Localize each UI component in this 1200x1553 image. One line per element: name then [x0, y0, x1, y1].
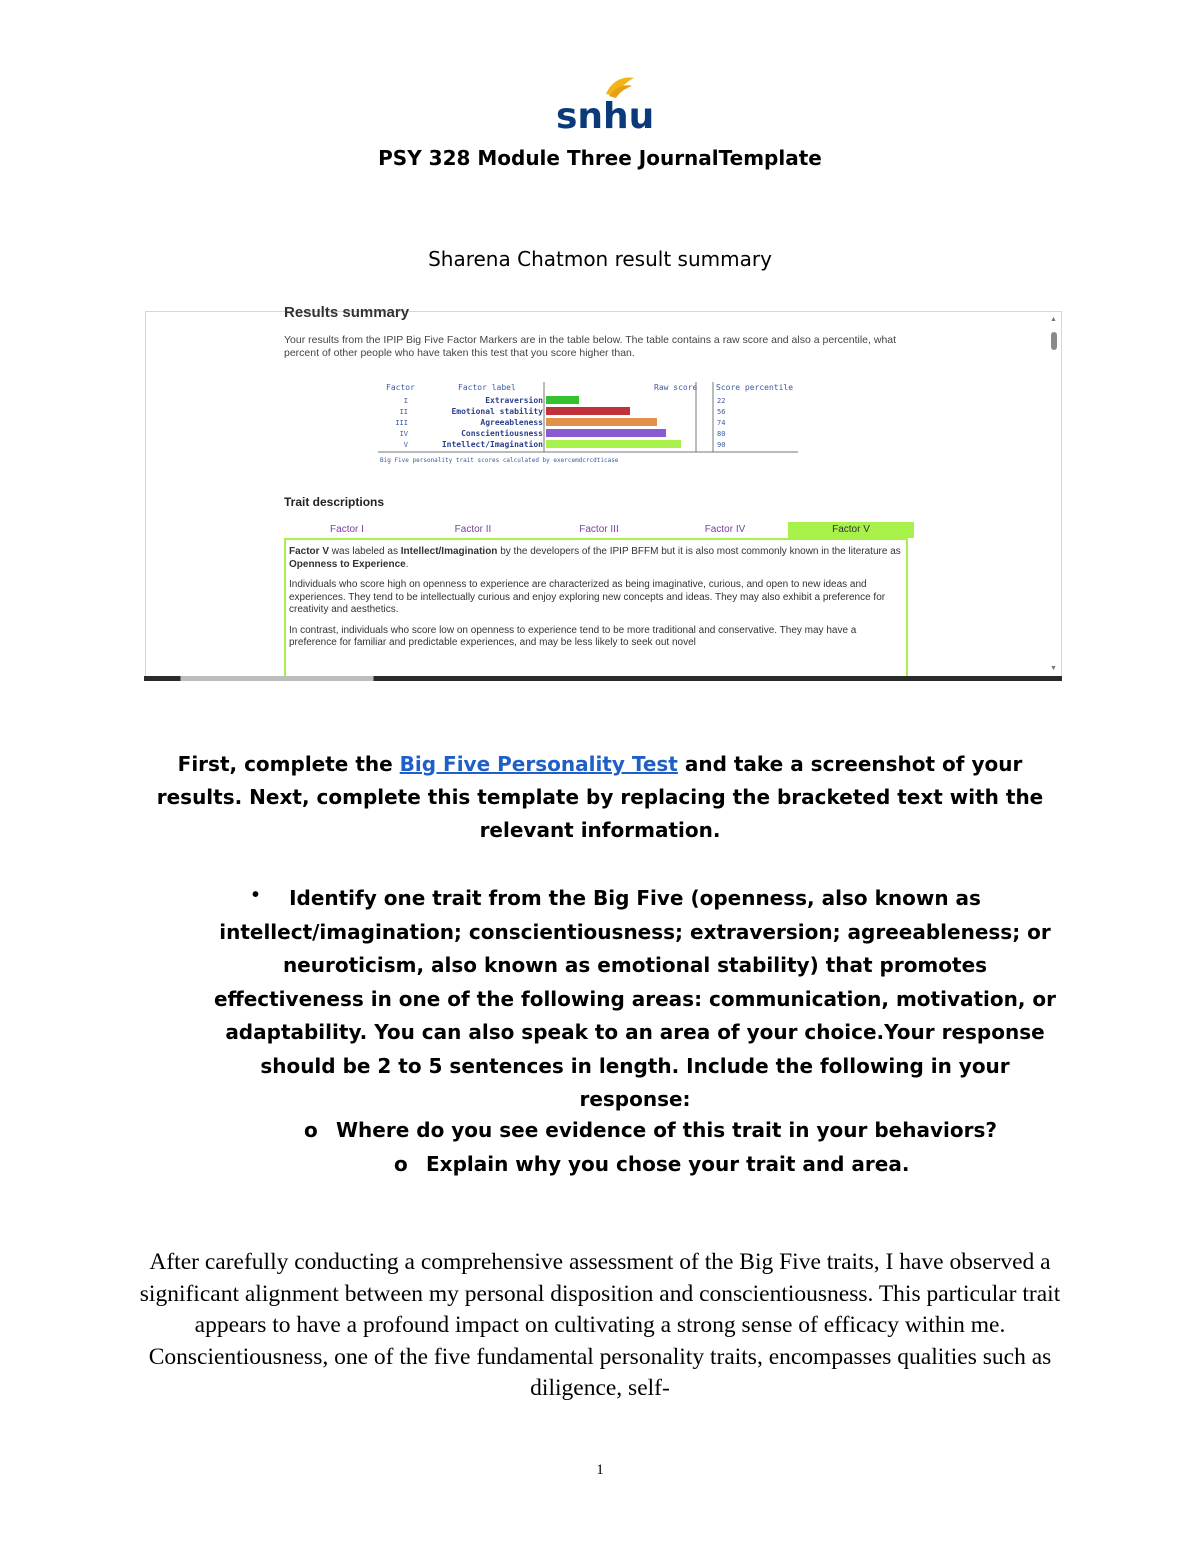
bullet-dot-icon: • — [252, 884, 260, 906]
row-percentile-2: 56 — [717, 408, 726, 416]
sub-bullet-1-text: Where do you see evidence of this trait in your behaviors? — [336, 1118, 997, 1142]
results-intro: Your results from the IPIP Big Five Factor Markers are in the table below. The table contains a raw score and also a percentile, what percent of other people who have taken this test that you score higher than. — [284, 334, 897, 359]
factor-text-segment: was labeled as — [329, 546, 401, 557]
col-header-factor: Factor — [386, 383, 415, 392]
col-header-raw: Raw score — [654, 383, 698, 392]
tab-factor-iv[interactable]: Factor IV — [704, 524, 746, 535]
bar-3 — [546, 418, 657, 426]
instructions-text-b: and take a screenshot of your results. Next, complete this template by replacing the bracketed text with the relevant information. — [156, 752, 1044, 842]
screenshot-taskbar — [144, 676, 1062, 681]
tab-factor-i[interactable]: Factor I — [330, 524, 364, 535]
instructions-bullet: Identify one trait from the Big Five (openness, also known as intellect/imagination; conscientiousness; extraversion; agreeableness; or neuroticism, also known as emotional stability) that promotes effectiveness in one of the following areas: communication, motivation, or adaptability. You can also speak to an area of your choice.Your response should be 2 to 5 sentences in length. Include the following in your response: — [213, 886, 1057, 1111]
results-screenshot — [145, 304, 1062, 679]
sub-bullet-marker: o — [304, 1118, 318, 1142]
row-factor-3: III — [395, 419, 408, 427]
row-factor-1: I — [403, 397, 408, 405]
bar-5 — [546, 440, 681, 448]
row-factor-5: V — [403, 441, 408, 449]
row-percentile-3: 74 — [717, 419, 726, 427]
chart-footnote: Big Five personality trait scores calculated by exercemdcrcdticase — [380, 457, 619, 464]
factor-alt-name: Openness to Experience — [289, 558, 406, 570]
document-subtitle: Sharena Chatmon result summary — [428, 247, 772, 271]
big-five-test-link[interactable]: Big Five Personality Test — [399, 752, 678, 776]
row-label-4: Conscientiousness — [461, 429, 543, 438]
tab-factor-v[interactable]: Factor V — [788, 522, 914, 538]
row-label-3: Agreeableness — [480, 418, 543, 427]
factor-label: Intellect/Imagination — [400, 546, 498, 557]
factor-paragraph-1 — [289, 546, 903, 571]
document-title: PSY 328 Module Three JournalTemplate — [378, 146, 822, 170]
results-heading: Results summary — [284, 304, 410, 321]
tab-factor-iii[interactable]: Factor III — [579, 524, 619, 535]
trait-descriptions-heading: Trait descriptions — [284, 495, 385, 509]
factor-tabs — [284, 522, 914, 538]
factor-text-segment: . — [405, 558, 409, 570]
factor-description-panel — [284, 538, 908, 678]
bar-1 — [546, 396, 579, 404]
screenshot-scrollbar[interactable] — [1049, 316, 1059, 672]
factor-paragraph-3: In contrast, individuals who score low on openness to experience tend to be more traditional and conservative. They may have a preference for familiar and predictable experiences, and may be less likely to seek out novel — [289, 624, 857, 648]
row-label-2: Emotional stability — [451, 407, 543, 416]
tab-factor-ii[interactable]: Factor II — [454, 524, 492, 535]
results-chart — [378, 380, 818, 466]
scroll-thumb[interactable] — [1051, 332, 1057, 350]
row-label-1: Extraversion — [485, 396, 543, 405]
journal-response: After carefully conducting a comprehensive assessment of the Big Five traits, I have observed a significant alignment between my personal disposition and conscientiousness. This particular trait appears to have a profound impact on cultivating a strong sense of efficacy within me. Conscientiousness, one of the five fundamental personality traits, encompasses qualities such as diligence, self- — [139, 1249, 1061, 1401]
factor-name: Factor V — [289, 546, 330, 557]
sub-bullet-2-text: Explain why you chose your trait and area. — [426, 1152, 910, 1176]
instructions-intro — [150, 748, 1050, 847]
scroll-up-icon[interactable]: ▲ — [1050, 316, 1057, 323]
row-label-5: Intellect/Imagination — [441, 440, 543, 449]
logo-text: snhu — [556, 96, 655, 137]
sub-bullet-2 — [394, 1152, 909, 1176]
col-header-label: Factor label — [458, 383, 516, 392]
row-percentile-5: 90 — [717, 441, 726, 449]
bar-2 — [546, 407, 630, 415]
factor-text-segment: by the developers of the IPIP BFFM but it is also most commonly known in the literature as — [497, 546, 901, 557]
page-number: 1 — [596, 1462, 604, 1478]
scroll-down-icon[interactable]: ▼ — [1050, 665, 1057, 672]
bar-4 — [546, 429, 666, 437]
sub-bullet-1 — [304, 1118, 997, 1142]
row-factor-2: II — [399, 408, 408, 416]
row-percentile-1: 22 — [717, 397, 726, 405]
instructions-text-a: First, complete the — [177, 752, 400, 776]
row-factor-4: IV — [399, 430, 408, 438]
snhu-logo — [554, 74, 655, 137]
factor-paragraph-2: Individuals who score high on openness to experience are characterized as being imaginative, curious, and open to new ideas and experiences. They tend to be intellectually curious and enjoy exploring new concepts and ideas. They may also exhibit a preference for creativity and aesthetics. — [289, 579, 886, 615]
row-percentile-4: 80 — [717, 430, 726, 438]
col-header-percentile: Score percentile — [716, 383, 794, 392]
sub-bullet-marker: o — [394, 1152, 408, 1176]
